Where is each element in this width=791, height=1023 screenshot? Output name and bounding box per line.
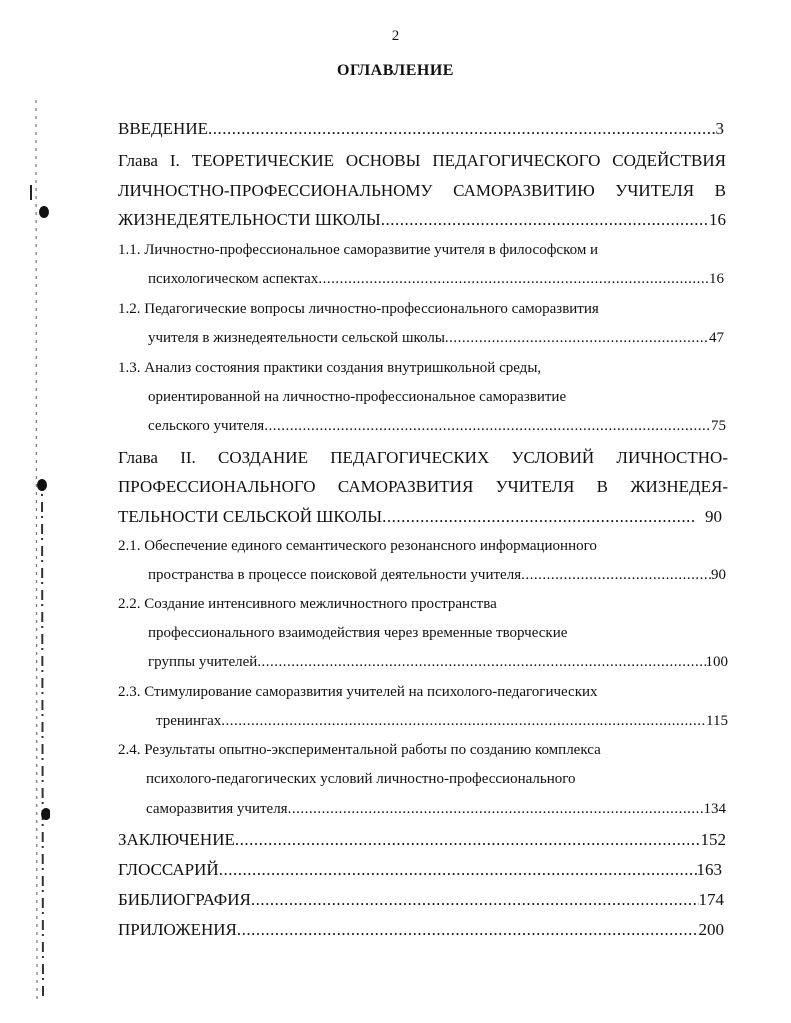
toc-page-number: 200: [698, 920, 724, 939]
toc-entry-text: ПРИЛОЖЕНИЯ: [118, 920, 237, 939]
toc-section-2-4-line2[interactable]: психолого-педагогических условий личностно-профессионального: [146, 771, 576, 787]
toc-page-number: 115: [706, 713, 728, 729]
toc-section-2-3-line2[interactable]: [156, 713, 728, 730]
toc-page-number: 3: [715, 119, 724, 138]
toc-entry-appendix[interactable]: [118, 920, 724, 940]
toc-page-number: 75: [711, 418, 726, 434]
toc-entry-text: ТЕЛЬНОСТИ СЕЛЬСКОЙ ШКОЛЫ: [118, 507, 383, 526]
toc-section-2-4-line1[interactable]: 2.4. Результаты опытно-экспериментальной работы по созданию комплекса: [118, 742, 601, 758]
toc-entry-introduction[interactable]: [118, 119, 724, 139]
toc-page-number: 163: [696, 860, 722, 879]
leader-dots: [264, 418, 711, 435]
toc-chapter1-line1[interactable]: Глава I. ТЕОРЕТИЧЕСКИЕ ОСНОВЫ ПЕДАГОГИЧЕСКОГО СОДЕЙСТВИЯ: [118, 151, 726, 170]
toc-page-number: 90: [711, 567, 726, 583]
toc-section-2-3-line1[interactable]: 2.3. Стимулирование саморазвития учителей на психолого-педагогических: [118, 684, 598, 700]
toc-section-2-1-line2[interactable]: [148, 567, 726, 584]
toc-section-2-2-line2[interactable]: профессионального взаимодействия через временные творческие: [148, 625, 568, 641]
leader-dots: [251, 890, 699, 910]
page-title: ОГЛАВЛЕНИЕ: [337, 62, 454, 79]
toc-entry-glossary[interactable]: [118, 860, 722, 880]
toc-section-1-3-line3[interactable]: [148, 418, 726, 435]
toc-entry-text: учителя в жизнедеятельности сельской школы: [148, 330, 445, 346]
toc-section-1-1-line1[interactable]: 1.1. Личностно-профессиональное саморазвитие учителя в философском и: [118, 242, 599, 258]
leader-dots: [288, 801, 704, 818]
leader-dots: [237, 920, 699, 940]
toc-section-1-3-line1[interactable]: 1.3. Анализ состояния практики создания внутришкольной среды,: [118, 360, 542, 376]
toc-entry-text: психологическом аспектах: [148, 271, 319, 287]
leader-dots: [235, 830, 701, 850]
toc-page-number: 90: [705, 507, 722, 526]
toc-chapter2-line3[interactable]: [118, 507, 726, 527]
toc-section-1-1-line2[interactable]: [148, 271, 724, 288]
leader-dots: [208, 119, 716, 139]
leader-dots: [445, 330, 709, 347]
toc-section-2-4-line3[interactable]: [146, 801, 726, 818]
toc-section-1-3-line2[interactable]: ориентированной на личностно-профессиональное саморазвитие: [148, 389, 567, 405]
toc-chapter1-line2[interactable]: ЛИЧНОСТНО-ПРОФЕССИОНАЛЬНОМУ САМОРАЗВИТИЮ УЧИТЕЛЯ В: [118, 181, 726, 200]
leader-dots: [521, 567, 711, 584]
toc-page-number: 152: [700, 830, 726, 849]
leader-dots: [219, 860, 697, 880]
toc-section-2-2-line1[interactable]: 2.2. Создание интенсивного межличностного пространства: [118, 596, 497, 612]
toc-chapter2-line1[interactable]: Глава II. СОЗДАНИЕ ПЕДАГОГИЧЕСКИХ УСЛОВИЙ ЛИЧНОСТНО-: [118, 448, 728, 467]
toc-section-2-2-line3[interactable]: [148, 654, 728, 671]
toc-entry-text: саморазвития учителя: [146, 801, 288, 817]
scan-edge-artifacts: [28, 100, 50, 1000]
leader-dots: [382, 507, 695, 527]
toc-page-number: 47: [709, 330, 724, 346]
toc-chapter1-line3[interactable]: [118, 210, 726, 230]
toc-section-2-1-line1[interactable]: 2.1. Обеспечение единого семантического резонансного информационного: [118, 538, 597, 554]
toc-entry-text: ЖИЗНЕДЕЯТЕЛЬНОСТИ ШКОЛЫ: [118, 210, 381, 229]
toc-entry-text: ЗАКЛЮЧЕНИЕ: [118, 830, 235, 849]
toc-entry-text: ВВЕДЕНИЕ: [118, 119, 208, 138]
toc-entry-text: ГЛОССАРИЙ: [118, 860, 219, 879]
toc-page-number: 134: [703, 801, 726, 817]
toc-entry-bibliography[interactable]: [118, 890, 724, 910]
toc-page-number: 16: [709, 210, 726, 229]
leader-dots: [318, 271, 709, 288]
leader-dots: [257, 654, 705, 671]
leader-dots: [381, 210, 709, 230]
toc-section-1-2-line2[interactable]: [148, 330, 724, 347]
toc-entry-text: сельского учителя: [148, 418, 265, 434]
toc-entry-text: БИБЛИОГРАФИЯ: [118, 890, 251, 909]
toc-entry-text: тренингах: [156, 713, 222, 729]
toc-page-number: 100: [705, 654, 728, 670]
toc-entry-text: пространства в процессе поисковой деятельности учителя: [148, 567, 522, 583]
page-number: 2: [391, 28, 400, 44]
toc-section-1-2-line1[interactable]: 1.2. Педагогические вопросы личностно-профессионального саморазвития: [118, 301, 599, 317]
toc-chapter2-line2[interactable]: ПРОФЕССИОНАЛЬНОГО САМОРАЗВИТИЯ УЧИТЕЛЯ В ЖИЗНЕДЕЯ-: [118, 477, 728, 496]
toc-page-number: 174: [698, 890, 724, 909]
toc-entry-conclusion[interactable]: [118, 830, 726, 850]
toc-page-number: 16: [709, 271, 724, 287]
toc-entry-text: группы учителей: [148, 654, 258, 670]
leader-dots: [221, 713, 706, 730]
